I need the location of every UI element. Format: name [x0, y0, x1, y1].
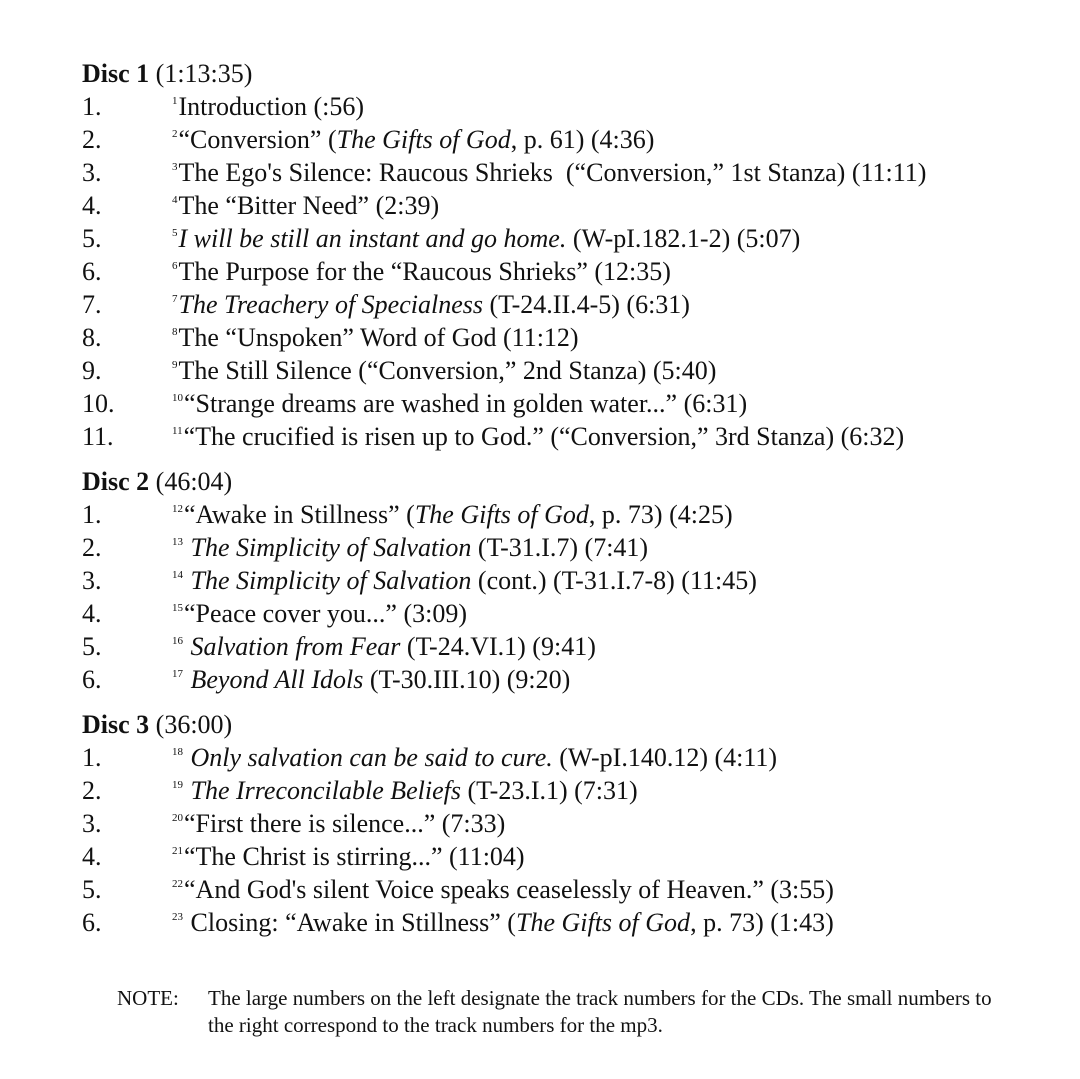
mp3-track-number: 12 [172, 503, 183, 515]
track-row [82, 156, 1072, 189]
cd-track-number: 7. [82, 290, 102, 319]
mp3-track-number: 13 [172, 536, 183, 548]
track-listing [82, 57, 1072, 951]
mp3-track-number: 14 [172, 569, 183, 581]
cd-track-number: 4. [82, 191, 102, 220]
cd-track-number: 3. [82, 566, 102, 595]
disc-heading [82, 57, 1072, 90]
cd-track-number: 5. [82, 632, 102, 661]
track-row [82, 597, 1072, 630]
track-title [172, 123, 654, 156]
title-text: (cont.) (T-31.I.7-8) (11:45) [471, 566, 757, 595]
track-row [82, 807, 1072, 840]
cd-track-number: 1. [82, 743, 102, 772]
track-row [82, 741, 1072, 774]
mp3-track-number: 4 [172, 194, 178, 206]
track-row [82, 354, 1072, 387]
disc-label: Disc 3 [82, 710, 150, 739]
cd-track-number: 5. [82, 224, 102, 253]
title-text: , p. 73) (4:25) [588, 500, 733, 529]
disc-duration: (36:00) [155, 710, 233, 739]
mp3-track-number: 11 [172, 425, 183, 437]
title-italic: The Simplicity of Salvation [184, 566, 472, 595]
track-title [172, 387, 747, 420]
mp3-track-number: 10 [172, 392, 183, 404]
track-title [172, 222, 800, 255]
track-row [82, 189, 1072, 222]
cd-track-number: 5. [82, 875, 102, 904]
title-text: The Purpose for the “Raucous Shrieks” (12:35) [178, 257, 671, 286]
title-text: “Conversion” ( [178, 125, 337, 154]
title-italic: The Treachery of Specialness [178, 290, 483, 319]
track-row [82, 564, 1072, 597]
mp3-track-number: 22 [172, 878, 183, 890]
mp3-track-number: 19 [172, 779, 183, 791]
mp3-track-number: 20 [172, 812, 183, 824]
mp3-track-number: 6 [172, 260, 178, 272]
disc-section [82, 57, 1072, 453]
cd-track-number: 6. [82, 908, 102, 937]
mp3-track-number: 5 [172, 227, 178, 239]
title-text: (T-24.II.4-5) (6:31) [482, 290, 690, 319]
cd-track-number: 1. [82, 500, 102, 529]
disc-heading [82, 465, 1072, 498]
track-title [172, 873, 834, 906]
title-text: The Ego's Silence: Raucous Shrieks (“Conversion,” 1st Stanza) (11:11) [178, 158, 927, 187]
track-row [82, 663, 1072, 696]
disc-section [82, 708, 1072, 939]
track-title [172, 288, 690, 321]
mp3-track-number: 7 [172, 293, 178, 305]
disc-duration: (46:04) [155, 467, 233, 496]
mp3-track-number: 9 [172, 359, 178, 371]
title-text: Introduction (:56) [178, 92, 365, 121]
track-title [172, 597, 467, 630]
title-text: (T-30.III.10) (9:20) [363, 665, 571, 694]
mp3-track-number: 17 [172, 668, 183, 680]
track-title [172, 531, 648, 564]
cd-track-number: 4. [82, 599, 102, 628]
title-text: “First there is silence...” (7:33) [184, 809, 506, 838]
disc-heading [82, 708, 1072, 741]
track-title [172, 906, 834, 939]
title-text: “The crucified is risen up to God.” (“Conversion,” 3rd Stanza) (6:32) [183, 422, 905, 451]
cd-track-number: 9. [82, 356, 102, 385]
track-title [172, 564, 757, 597]
cd-track-number: 3. [82, 158, 102, 187]
cd-track-number: 11. [82, 422, 114, 451]
disc-duration: (1:13:35) [155, 59, 253, 88]
title-italic: The Gifts of God [414, 500, 589, 529]
cd-track-number: 4. [82, 842, 102, 871]
track-row [82, 387, 1072, 420]
cd-track-number: 8. [82, 323, 102, 352]
track-title [172, 255, 671, 288]
track-row [82, 906, 1072, 939]
track-title [172, 321, 579, 354]
track-title [172, 189, 439, 222]
cd-track-number: 6. [82, 665, 102, 694]
title-text: (T-23.I.1) (7:31) [461, 776, 638, 805]
title-text: “Awake in Stillness” ( [184, 500, 415, 529]
track-row [82, 90, 1072, 123]
track-row [82, 630, 1072, 663]
title-italic: The Gifts of God [336, 125, 511, 154]
track-row [82, 774, 1072, 807]
track-title [172, 630, 596, 663]
cd-track-number: 2. [82, 125, 102, 154]
title-italic: Beyond All Idols [184, 665, 364, 694]
cd-track-number: 1. [82, 92, 102, 121]
track-row [82, 222, 1072, 255]
track-title [172, 498, 733, 531]
title-text: The “Bitter Need” (2:39) [178, 191, 440, 220]
note-label: NOTE: [117, 986, 179, 1010]
track-row [82, 873, 1072, 906]
mp3-track-number: 18 [172, 746, 183, 758]
track-title [172, 807, 505, 840]
track-row [82, 255, 1072, 288]
title-text: (W-pI.140.12) (4:11) [552, 743, 778, 772]
track-title [172, 420, 904, 453]
title-text: Closing: “Awake in Stillness” ( [184, 908, 516, 937]
disc-label: Disc 2 [82, 467, 150, 496]
mp3-track-number: 16 [172, 635, 183, 647]
title-text: , p. 73) (1:43) [690, 908, 834, 937]
track-title [172, 663, 570, 696]
cd-track-number: 2. [82, 533, 102, 562]
title-text: The Still Silence (“Conversion,” 2nd Stanza) (5:40) [178, 356, 717, 385]
title-text: “Strange dreams are washed in golden water...” (6:31) [184, 389, 748, 418]
title-text: “The Christ is stirring...” (11:04) [184, 842, 525, 871]
track-title [172, 840, 525, 873]
mp3-track-number: 2 [172, 128, 178, 140]
title-text: The “Unspoken” Word of God (11:12) [178, 323, 579, 352]
track-row [82, 498, 1072, 531]
mp3-track-number: 23 [172, 911, 183, 923]
mp3-track-number: 1 [172, 95, 178, 107]
disc-section [82, 465, 1072, 696]
track-title [172, 90, 364, 123]
mp3-track-number: 21 [172, 845, 183, 857]
title-text: (T-31.I.7) (7:41) [471, 533, 649, 562]
title-text: (W-pI.182.1-2) (5:07) [566, 224, 801, 253]
cd-track-number: 10. [82, 389, 115, 418]
track-row [82, 840, 1072, 873]
mp3-track-number: 3 [172, 161, 178, 173]
track-row [82, 420, 1072, 453]
track-title [172, 741, 777, 774]
track-row [82, 321, 1072, 354]
title-italic: Salvation from Fear [184, 632, 401, 661]
track-title [172, 774, 638, 807]
title-italic: The Simplicity of Salvation [184, 533, 472, 562]
title-text: (T-24.VI.1) (9:41) [400, 632, 596, 661]
cd-track-number: 6. [82, 257, 102, 286]
track-title [172, 354, 716, 387]
mp3-track-number: 8 [172, 326, 178, 338]
track-row [82, 288, 1072, 321]
note-text: The large numbers on the left designate the track numbers for the CDs. The small numbers to the right correspond to the track numbers for the mp3. [208, 986, 992, 1037]
track-row [82, 531, 1072, 564]
title-text: “Peace cover you...” (3:09) [184, 599, 467, 628]
title-italic: I will be still an instant and go home. [178, 224, 567, 253]
note [117, 985, 997, 1039]
cd-track-number: 2. [82, 776, 102, 805]
mp3-track-number: 15 [172, 602, 183, 614]
track-row [82, 123, 1072, 156]
title-text: “And God's silent Voice speaks ceaselessly of Heaven.” (3:55) [184, 875, 834, 904]
title-text: , p. 61) (4:36) [510, 125, 655, 154]
disc-label: Disc 1 [82, 59, 150, 88]
title-italic: The Gifts of God [515, 908, 691, 937]
title-italic: Only salvation can be said to cure. [184, 743, 553, 772]
track-title [172, 156, 926, 189]
title-italic: The Irreconcilable Beliefs [184, 776, 462, 805]
cd-track-number: 3. [82, 809, 102, 838]
